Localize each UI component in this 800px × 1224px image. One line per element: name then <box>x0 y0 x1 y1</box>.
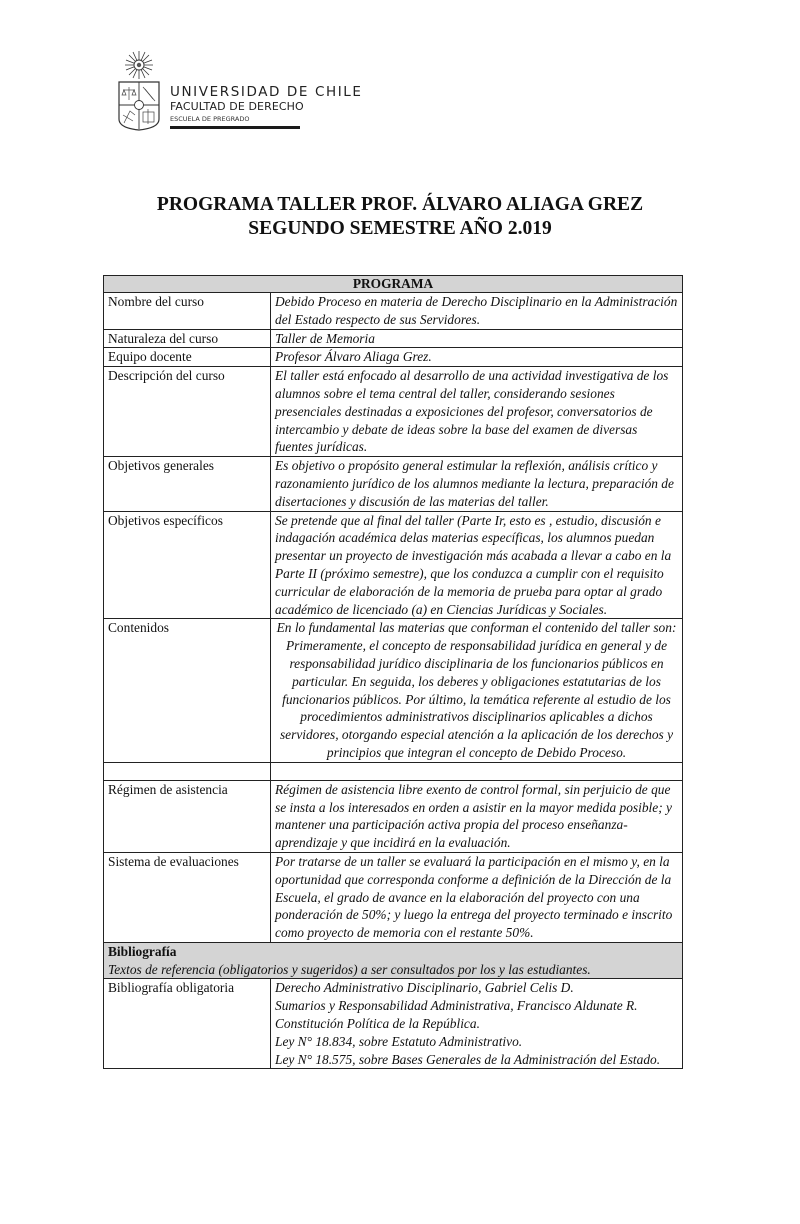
bibliography-item: Ley N° 18.575, sobre Bases Generales de la Administración del Estado. <box>275 1051 661 1067</box>
bibliography-title: Bibliografía <box>108 943 177 959</box>
university-crest-icon <box>116 49 162 131</box>
faculty-name: FACULTAD DE DERECHO <box>170 100 304 113</box>
row-value: Régimen de asistencia libre exento de control formal, sin perjuicio de que se insta a los interesados en orden a asistir en la mayor medida posible; y mantener una participación activa propia del proceso enseñanza- aprendizaje y que incidirá en la evaluación. <box>271 780 683 852</box>
table-row <box>104 457 683 511</box>
table-row <box>104 367 683 457</box>
row-value <box>271 762 683 780</box>
title-line-1: PROGRAMA TALLER PROF. ÁLVARO ALIAGA GREZ <box>156 194 644 215</box>
program-table <box>103 275 683 1069</box>
bibliography-header <box>104 942 683 979</box>
row-label: Equipo docente <box>104 348 271 367</box>
bibliography-item: Derecho Administrativo Disciplinario, Gabriel Celis D. <box>275 980 574 996</box>
row-label: Régimen de asistencia <box>104 780 271 852</box>
row-value: Se pretende que al final del taller (Parte Ir, esto es , estudio, discusión e indagación académica delas materias específicas, los alumnos puedan presentar un proyecto de investigación más acabada a llevar a cabo en la Parte II (próximo semestre), que los conduzca a cumplir con el requisito curricular de elaboración de la memoria de prueba para optar al grado académico de licenciado (a) en Ciencias Jurídicas y Sociales. <box>271 511 683 619</box>
row-value: Debido Proceso en materia de Derecho Disciplinario en la Administración del Estado respecto de sus Servidores. <box>271 293 683 330</box>
bibliography-item: Sumarios y Responsabilidad Administrativa, Francisco Aldunate R. <box>275 998 638 1014</box>
school-name: ESCUELA DE PREGRADO <box>170 115 250 123</box>
table-row <box>104 511 683 619</box>
row-label: Bibliografía obligatoria <box>104 979 271 1069</box>
bibliography-header-row <box>104 942 683 979</box>
table-row <box>104 329 683 348</box>
page-title <box>0 193 800 241</box>
bibliography-list <box>271 979 683 1069</box>
row-label <box>104 762 271 780</box>
table-row <box>104 979 683 1069</box>
university-logo <box>116 49 363 131</box>
row-label: Nombre del curso <box>104 293 271 330</box>
row-label: Naturaleza del curso <box>104 329 271 348</box>
university-name: UNIVERSIDAD DE CHILE <box>170 84 363 100</box>
table-row <box>104 348 683 367</box>
row-value: El taller está enfocado al desarrollo de una actividad investigativa de los alumnos sobre el tema central del taller, considerando sesiones presenciales destinadas a exposiciones del profesor, conversatorios de intercambio y debate de ideas sobre la base del examen de diversas fuentes jurídicas. <box>271 367 683 457</box>
row-value: Por tratarse de un taller se evaluará la participación en el mismo y, en la oportunidad que corresponda conforme a definición de la Dirección de la Escuela, el grado de avance en la elaboración del proyecto con una ponderación de 50%; y luego la entrega del proyecto terminado e inscrito como proyecto de memoria con el restante 50%. <box>271 852 683 942</box>
bibliography-item: Constitución Política de la República. <box>275 1016 480 1032</box>
table-row <box>104 780 683 852</box>
row-label: Descripción del curso <box>104 367 271 457</box>
logo-text <box>170 85 363 125</box>
title-line-2: SEGUNDO SEMESTRE AÑO 2.019 <box>248 218 552 239</box>
logo-divider <box>170 126 300 129</box>
row-label: Objetivos generales <box>104 457 271 511</box>
row-value: En lo fundamental las materias que conforman el contenido del taller son: Primeramente, el concepto de responsabilidad jurídica en general y de responsabilidad jurídico disciplinaria de los funcionarios públicos en particular. En seguida, los deberes y obligaciones estatutarias de los funcionarios públicos. Por último, la temática referente al estudio de los procedimientos administrativos disciplinarios aplicables a dichos servidores, otorgando especial atención a la aplicación de los derechos y principios que integran el concepto de Debido Proceso. <box>271 619 683 762</box>
table-header-row <box>104 276 683 293</box>
table-row <box>104 852 683 942</box>
row-label: Sistema de evaluaciones <box>104 852 271 942</box>
table-row <box>104 293 683 330</box>
bibliography-item: Ley N° 18.834, sobre Estatuto Administrativo. <box>275 1033 523 1049</box>
row-label: Objetivos específicos <box>104 511 271 619</box>
bibliography-subtitle: Textos de referencia (obligatorios y sugeridos) a ser consultados por los y las estudiantes. <box>108 961 591 977</box>
row-value: Profesor Álvaro Aliaga Grez. <box>271 348 683 367</box>
row-value: Es objetivo o propósito general estimular la reflexión, análisis crítico y razonamiento jurídico de los alumnos mediante la lectura, preparación de disertaciones y discusión de las materias del taller. <box>271 457 683 511</box>
table-header: PROGRAMA <box>104 276 683 293</box>
table-row <box>104 619 683 762</box>
row-value: Taller de Memoria <box>271 329 683 348</box>
row-label: Contenidos <box>104 619 271 762</box>
table-row-empty <box>104 762 683 780</box>
